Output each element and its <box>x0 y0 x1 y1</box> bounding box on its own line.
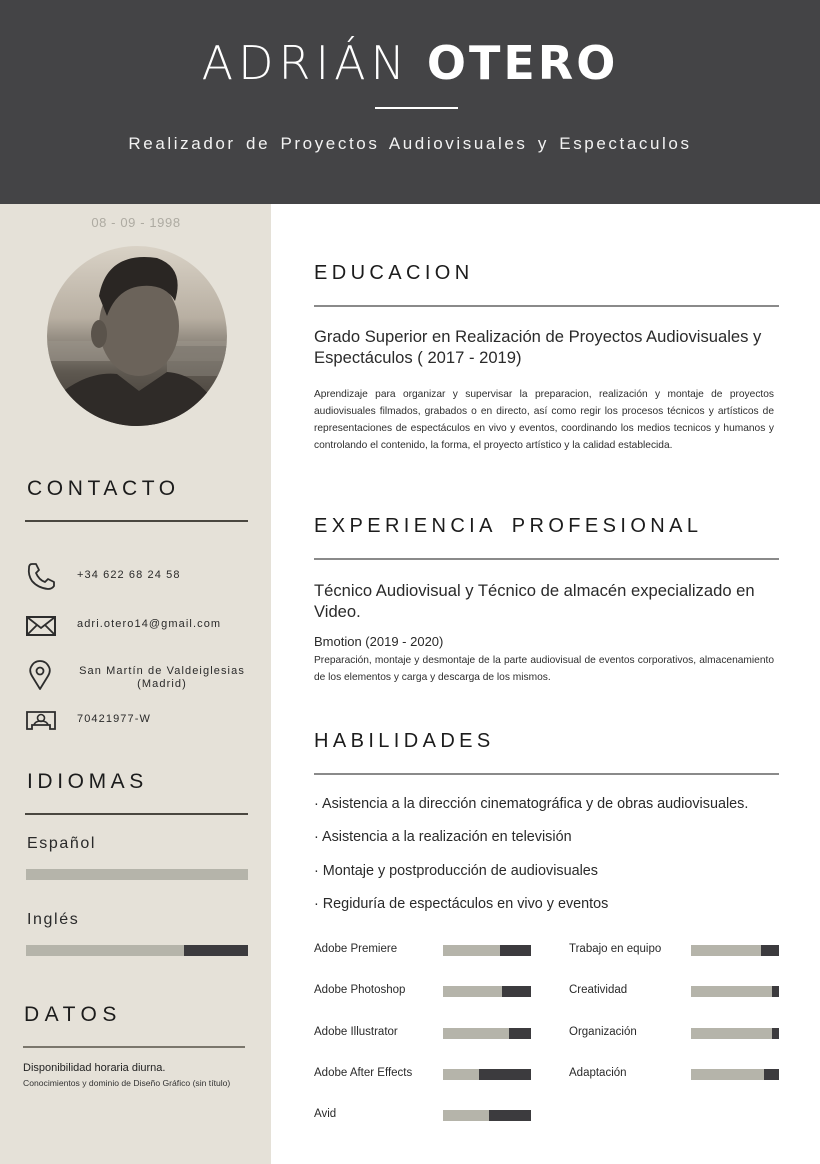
profile-photo <box>47 246 227 426</box>
languages-heading: IDIOMAS <box>27 770 148 793</box>
education-degree: Grado Superior en Realización de Proyectos Audiovisuales y Espectáculos ( 2017 - 2019) <box>314 327 762 367</box>
first-name: ADRIÁN <box>201 36 410 90</box>
software-skill-label: Adobe After Effects <box>314 1067 413 1079</box>
language-label-english: Inglés <box>27 911 80 928</box>
phone-number[interactable]: +34 622 68 24 58 <box>77 569 181 581</box>
languages-divider <box>25 813 248 815</box>
software-skill-label: Adobe Illustrator <box>314 1026 398 1038</box>
skill-bullet: · Asistencia a la dirección cinematográfica y de obras audiovisuales. <box>314 796 749 812</box>
design-knowledge-text: Conocimientos y dominio de Diseño Gráfico (sin título) <box>23 1078 231 1088</box>
soft-skill-label: Adaptación <box>569 1067 627 1079</box>
experience-divider <box>314 558 779 560</box>
address-line-2: (Madrid) <box>137 678 187 690</box>
skill-bar-fill <box>691 945 761 956</box>
skill-bar-fill <box>443 1028 509 1039</box>
experience-heading: EXPERIENCIA PROFESIONAL <box>314 515 703 537</box>
software-skill-label: Avid <box>314 1108 337 1120</box>
skills-heading: HABILIDADES <box>314 730 495 752</box>
soft-skill-label: Trabajo en equipo <box>569 943 662 955</box>
skill-bar-fill <box>691 1069 764 1080</box>
soft-skill-label: Creatividad <box>569 984 628 996</box>
skill-bullet: · Asistencia a la realización en televisión <box>314 829 572 845</box>
email-address[interactable]: adri.otero14@gmail.com <box>77 618 222 630</box>
candidate-name <box>0 34 820 91</box>
software-skill-bar <box>443 945 531 956</box>
experience-description: Preparación, montaje y desmontaje de la parte audiovisual de eventos corporativos, almacenamiento de los elementos y carga y descarga de los mismos. <box>314 655 774 683</box>
skill-bar-fill <box>443 945 500 956</box>
location-pin-icon <box>29 660 51 695</box>
address <box>77 665 247 691</box>
skill-bar-fill <box>691 1028 772 1039</box>
language-bar-fill <box>26 945 184 956</box>
skill-bar-fill <box>443 1110 489 1121</box>
software-skill-bar <box>443 1110 531 1121</box>
soft-skill-bar <box>691 986 779 997</box>
skill-bullet: · Montaje y postproducción de audiovisuales <box>314 863 598 879</box>
education-divider <box>314 305 779 307</box>
skill-bar-fill <box>443 1069 479 1080</box>
experience-company: Bmotion (2019 - 2020) <box>314 634 444 649</box>
education-description: Aprendizaje para organizar y supervisar la preparacion, realización y montaje de proyectos audiovisuales filmados, grabados o en directo, así como regir los procesos técnicos y artísticos de representaciones de espectáculos en vivo y eventos, coordinando los medios tecnicos y humanos y controlando el contenido, la forma, el proyecto artístico y la calidad establecida. <box>314 389 774 451</box>
experience-job-title: Técnico Audiovisual y Técnico de almacén expecializado en Video. <box>314 581 755 621</box>
soft-skill-bar <box>691 1069 779 1080</box>
portrait-silhouette-icon <box>47 246 227 426</box>
language-bar-english <box>26 945 248 956</box>
header-banner <box>0 0 820 204</box>
datos-divider <box>23 1046 245 1048</box>
language-label-spanish: Español <box>27 835 97 852</box>
datos-heading: DATOS <box>24 1003 122 1026</box>
language-bar-fill <box>26 869 248 880</box>
skill-bar-fill <box>443 986 502 997</box>
education-heading: EDUCACION <box>314 262 474 284</box>
skill-bar-fill <box>691 986 772 997</box>
id-number: 70421977-W <box>77 713 151 725</box>
contact-divider <box>25 520 248 522</box>
availability-text: Disponibilidad horaria diurna. <box>23 1062 166 1074</box>
software-skill-bar <box>443 1069 531 1080</box>
soft-skill-bar <box>691 945 779 956</box>
last-name: OTERO <box>426 36 619 90</box>
language-bar-spanish <box>26 869 248 880</box>
software-skill-bar <box>443 986 531 997</box>
birth-date: 08 - 09 - 1998 <box>91 215 181 230</box>
phone-icon <box>26 561 56 596</box>
software-skill-label: Adobe Photoshop <box>314 984 406 996</box>
soft-skill-bar <box>691 1028 779 1039</box>
skills-divider <box>314 773 779 775</box>
id-card-icon <box>26 711 56 735</box>
software-skill-label: Adobe Premiere <box>314 943 398 955</box>
mail-icon <box>26 616 56 641</box>
job-title: Realizador de Proyectos Audiovisuales y Espectaculos <box>128 134 692 153</box>
address-line-1: San Martín de Valdeiglesias <box>79 665 245 677</box>
contact-heading: CONTACTO <box>27 477 180 500</box>
skill-bullet: · Regiduría de espectáculos en vivo y eventos <box>314 896 609 912</box>
name-divider <box>375 107 458 109</box>
soft-skill-label: Organización <box>569 1026 637 1038</box>
software-skill-bar <box>443 1028 531 1039</box>
